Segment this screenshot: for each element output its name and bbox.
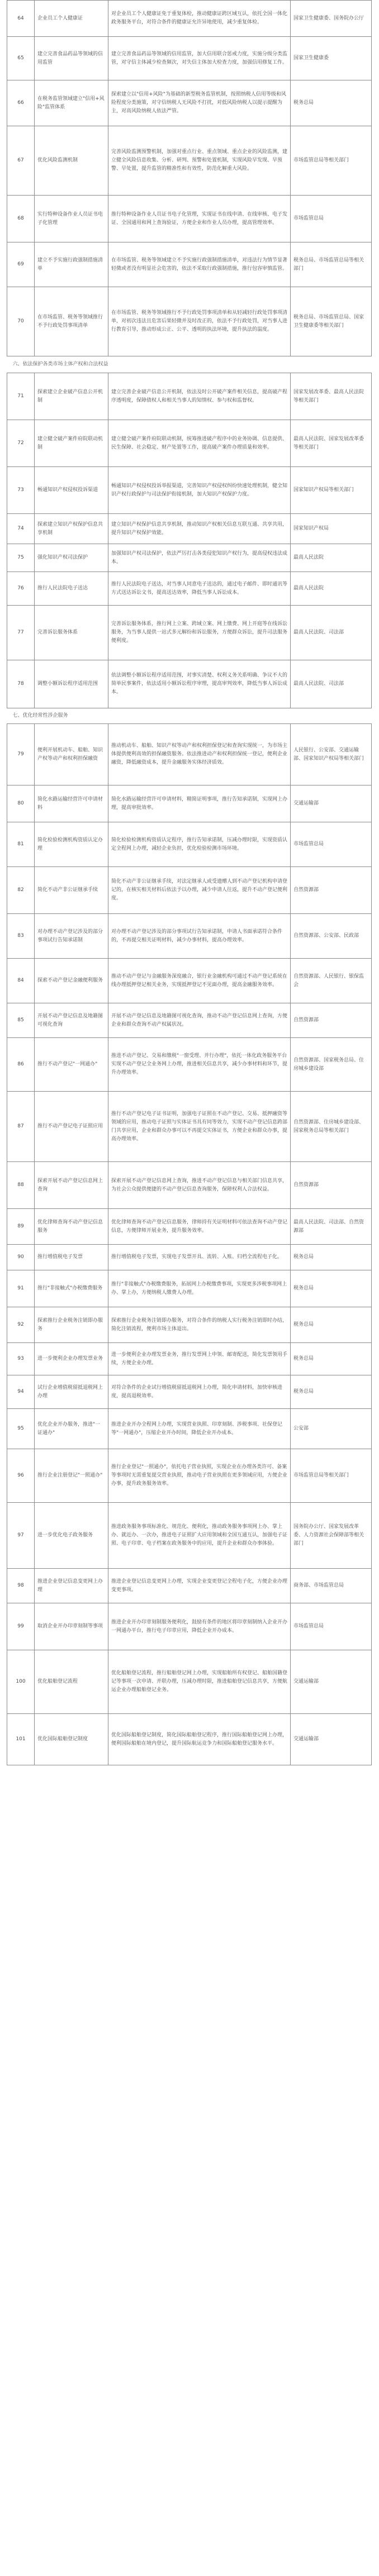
table-row — [7, 514, 372, 544]
table-row — [7, 1245, 372, 1270]
table-row — [7, 959, 372, 1003]
reform-content: 畅通知识产权侵权投诉举报渠道，完善知识产权侵权纠纷快速处理机制，健全知识产权行政保护与司法保护衔接机制，加大知识产权保护力度。 — [108, 467, 291, 514]
table-row — [7, 1449, 372, 1503]
table-row — [7, 1714, 372, 1765]
reform-content: 在市场监管、税务等领域推行不予行政处罚事项清单和从轻减轻行政处罚事项清单，对初次违法且危害后果轻微并及时改正的，依法不予行政处罚，对当事人进行教育引导，推动形成公正、公平、透明的执法环境，提升执法的温度。 — [108, 287, 291, 356]
table-row — [7, 1375, 372, 1409]
reform-content: 建立完善企业破产信息公开机制，依法及时公开破产案件相关信息，提高破产程序透明度，保障债权人和相关当事人的知情权、参与权和监督权。 — [108, 373, 291, 420]
row-number: 84 — [7, 959, 35, 1003]
table-row — [7, 1503, 372, 1569]
responsible-department: 市场监管总局等相关部门 — [291, 1449, 372, 1503]
reform-item: 取消企业开办印章刻制等事项 — [35, 1603, 108, 1650]
reform-item: 推行不动产登记电子证照应用 — [35, 1092, 108, 1162]
row-number: 64 — [7, 1, 35, 37]
table-row — [7, 1092, 372, 1162]
row-number: 66 — [7, 80, 35, 126]
responsible-department: 公安部 — [291, 1409, 372, 1449]
responsible-department: 最高人民法院 — [291, 572, 372, 606]
reform-item: 建立不予实施行政强制措施清单 — [35, 242, 108, 287]
reform-content: 推动不动产登记与金融服务深度融合，银行业金融机构可通过不动产登记系统在线办理抵押登记相关业务，实现抵押登记不见面办理，提高金融服务效率。 — [108, 959, 291, 1003]
reform-item: 实行特种设备作业人员证书电子化管理 — [35, 196, 108, 242]
reform-item: 进一步优化电子政务服务 — [35, 1503, 108, 1569]
reform-item: 推行"非接触式"办税缴费服务 — [35, 1270, 108, 1307]
table-row — [7, 544, 372, 572]
row-number: 89 — [7, 1209, 35, 1245]
table-row — [7, 606, 372, 660]
table-row — [7, 1409, 372, 1449]
reform-item: 在税务监管领域建立"信用+风险"监管体系 — [35, 80, 108, 126]
reform-item: 对办理不动产登记涉及的部分事项试行告知承诺制 — [35, 914, 108, 959]
reform-item: 试行企业增值税留抵退税网上办理 — [35, 1375, 108, 1409]
row-number: 78 — [7, 660, 35, 708]
row-number: 81 — [7, 822, 35, 867]
row-number: 70 — [7, 287, 35, 356]
responsible-department: 市场监管总局等相关部门 — [291, 126, 372, 196]
table-row — [7, 1603, 372, 1650]
responsible-department: 税务总局 — [291, 1245, 372, 1270]
reform-content: 探索建立以"信用+风险"为基础的新型税务监管机制，按照纳税人信用等级和风险程度分类施策，对守信纳税人无风险不打扰，对低风险纳税人以提示提醒为主，对高风险纳税人依法严管。 — [108, 80, 291, 126]
table-row — [7, 867, 372, 914]
reform-content: 推动机动车、船舶、知识产权等动产和权利担保登记和查询实现统一，为市场主体提供便利高效的担保融资服务。依法推进动产和权利担保统一登记，便利企业融资，降低融资成本，提升金融服务实体经济质效。 — [108, 724, 291, 785]
reform-content: 优化律师查询不动产登记信息服务，律师持有关证明材料可依法查询不动产登记信息，方便律师开展业务，提升服务效率。 — [108, 1209, 291, 1245]
row-number: 97 — [7, 1503, 35, 1569]
reform-content: 推进企业开办全程网上办理，实现营业执照、印章刻制、涉税事项、社保登记等"一网通办"，压缩企业开办时间，降低企业开办成本。 — [108, 1409, 291, 1449]
table-row — [7, 660, 372, 708]
responsible-department: 自然资源部、国家税务总局、住房城乡建设部 — [291, 1038, 372, 1092]
reform-item: 企业员工个人健康证 — [35, 1, 108, 37]
responsible-department: 国家发展改革委、最高人民法院等相关部门 — [291, 373, 372, 420]
reform-content: 推行不动产登记电子证书证明，加强电子证照在不动产登记、交易、抵押融资等领域的应用，推动电子证照与实体证书具有同等效力，实现不动产登记信息跨部门共享应用，企业和群众办事可以不再提交实体证书，方便企业和群众办事，提高办理效率。 — [108, 1092, 291, 1162]
row-number: 83 — [7, 914, 35, 959]
table-row — [7, 822, 372, 867]
row-number: 82 — [7, 867, 35, 914]
row-number: 72 — [7, 420, 35, 467]
table-row — [7, 467, 372, 514]
responsible-department: 自然资源部、公安部、民政部 — [291, 914, 372, 959]
reform-item: 探索建立企业破产信息公开机制 — [35, 373, 108, 420]
reform-item: 简化检验检测机构资质认定办理 — [35, 822, 108, 867]
responsible-department: 交通运输部 — [291, 1714, 372, 1765]
responsible-department: 自然资源部、人民银行、银保监会 — [291, 959, 372, 1003]
responsible-department: 最高人民法院、国家发展改革委等相关部门 — [291, 420, 372, 467]
section-heading-row — [7, 708, 372, 724]
row-number: 71 — [7, 373, 35, 420]
responsible-department: 最高人民法院、司法部 — [291, 660, 372, 708]
reform-content: 开展不动产登记信息及地籍图可视化查询，推动不动产登记信息网上查询，方便企业和群众查询不动产权属状况。 — [108, 1003, 291, 1038]
table-row — [7, 1569, 372, 1603]
section-heading: 七、优化经常性涉企服务 — [7, 708, 372, 724]
responsible-department: 税务总局、市场监管总局、国家卫生健康委等相关部门 — [291, 287, 372, 356]
reform-content: 推行特种设备作业人员证书电子化管理，实现证书在线申请、在线审核、电子发证、全国通用和网上查询验证，方便企业和作业人员办理，提高管理效率。 — [108, 196, 291, 242]
row-number: 65 — [7, 37, 35, 80]
reform-content: 探索推行企业税务注销即办服务，对符合条件的纳税人实行税务注销即时办结，简化注销流程，便利市场主体退出。 — [108, 1307, 291, 1343]
reform-content: 对符合条件的企业试行增值税留抵退税网上办理，简化申请材料，加快审核进度，提高退税效率。 — [108, 1375, 291, 1409]
reform-item: 建立健全破产案件府院联动机制 — [35, 420, 108, 467]
table-row — [7, 1, 372, 37]
responsible-department: 国家卫生健康委、国务院办公厅 — [291, 1, 372, 37]
reform-item: 优化国际船舶登记制度 — [35, 1714, 108, 1765]
reform-content: 推行"非接触式"办税缴费服务，拓展网上办税缴费事项，实现更多涉税事项网上办、掌上办，方便纳税人缴费人办理。 — [108, 1270, 291, 1307]
reform-item: 畅通知识产权侵权投诉渠道 — [35, 467, 108, 514]
row-number: 75 — [7, 544, 35, 572]
row-number: 76 — [7, 572, 35, 606]
row-number: 98 — [7, 1569, 35, 1603]
responsible-department: 市场监管总局 — [291, 1603, 372, 1650]
reform-item: 调整小额诉讼程序适用范围 — [35, 660, 108, 708]
reform-content: 推行企业登记"一照通办"，依托电子营业执照，实现企业在办理各类许可、备案等事项时无需重复提交营业执照，推动电子营业执照在更多领域应用，方便企业办事，提升政务服务效率。 — [108, 1449, 291, 1503]
responsible-department: 自然资源部 — [291, 1162, 372, 1209]
reform-content: 建立知识产权保护信息共享机制，推动知识产权相关信息互联互通、共享共用，提升知识产权保护效能。 — [108, 514, 291, 544]
reform-item: 探索推行企业税务注销即办服务 — [35, 1307, 108, 1343]
table-row — [7, 572, 372, 606]
reform-item: 探索开展不动产登记信息网上查询 — [35, 1162, 108, 1209]
reform-item: 简化不动产非公证继承手续 — [35, 867, 108, 914]
responsible-department: 税务总局 — [291, 80, 372, 126]
responsible-department: 自然资源部 — [291, 867, 372, 914]
responsible-department: 最高人民法院、司法部、自然资源部 — [291, 1209, 372, 1245]
table-row — [7, 1307, 372, 1343]
table-row — [7, 1162, 372, 1209]
row-number: 67 — [7, 126, 35, 196]
reform-content: 简化不动产非公证继承手续，对法定继承人或受遗赠人到不动产登记机构申请登记的，在核实相关材料后依法予以办理，减少申请人往返，提升不动产登记便利度。 — [108, 867, 291, 914]
row-number: 99 — [7, 1603, 35, 1650]
reform-item: 简化水路运输经营许可申请材料 — [35, 785, 108, 822]
table-row — [7, 1650, 372, 1714]
table-row — [7, 80, 372, 126]
reform-content: 优化船舶登记流程，推行船舶登记网上办理，实现船舶所有权登记、船舶国籍登记等事项一次申请、并联办理，压减办理时限，推进船舶登记信息共享，方便航运企业办理船舶登记业务。 — [108, 1650, 291, 1714]
measures-table — [7, 0, 372, 1765]
row-number: 90 — [7, 1245, 35, 1270]
table-row — [7, 1038, 372, 1092]
reform-item: 优化律师查询不动产登记信息服务 — [35, 1209, 108, 1245]
table-row — [7, 37, 372, 80]
responsible-department: 交通运输部 — [291, 1650, 372, 1714]
reform-content: 完善风险监测预警机制，加强对重点行业、重点领域、重点企业的风险监测，建立健全风险信息收集、分析、研判、预警和处置机制，实现风险早发现、早预警、早处置，提升监管的精准性和有效性，防范化解重大风险。 — [108, 126, 291, 196]
row-number: 100 — [7, 1650, 35, 1714]
measures-table-body — [7, 1, 372, 1765]
table-row — [7, 373, 372, 420]
row-number: 79 — [7, 724, 35, 785]
reform-content: 推进不动产登记、交易和缴税"一窗受理、并行办理"，依托一体化政务服务平台实现不动产登记全业务网上办理，推进相关信息共享，减少办事材料和环节，提升办理效率。 — [108, 1038, 291, 1092]
reform-content: 推行增值税电子发票，实现电子发票开具、流转、入账、归档全流程电子化。 — [108, 1245, 291, 1270]
reform-item: 便利开展机动车、船舶、知识产权等动产和权利担保融资 — [35, 724, 108, 785]
reform-item: 推行增值税电子发票 — [35, 1245, 108, 1270]
reform-content: 推进企业登记信息变更网上办理，实现企业变更登记全程电子化，方便企业办理变更事项。 — [108, 1569, 291, 1603]
table-row — [7, 126, 372, 196]
row-number: 101 — [7, 1714, 35, 1765]
row-number: 77 — [7, 606, 35, 660]
responsible-department: 市场监管总局 — [291, 196, 372, 242]
responsible-department: 交通运输部 — [291, 785, 372, 822]
reform-item: 推行不动产登记"一网通办" — [35, 1038, 108, 1092]
responsible-department: 国家知识产权局 — [291, 514, 372, 544]
reform-item: 优化风险监测机制 — [35, 126, 108, 196]
row-number: 74 — [7, 514, 35, 544]
reform-item: 推进企业登记信息变更网上办理 — [35, 1569, 108, 1603]
section-heading: 六、依法保护各类市场主体产权和合法权益 — [7, 356, 372, 373]
responsible-department: 税务总局 — [291, 1270, 372, 1307]
reform-content: 对企业员工个人健康证免于重复体检，推动健康证跨区域互认，依托全国一体化政务服务平台，对符合条件的健康证允许异地使用，减少重复体检。 — [108, 1, 291, 37]
reform-item: 建立完善食品药品等领域的信用监管 — [35, 37, 108, 80]
responsible-department: 国家知识产权局等相关部门 — [291, 467, 372, 514]
table-row — [7, 724, 372, 785]
responsible-department: 国家卫生健康委 — [291, 37, 372, 80]
reform-content: 建立完善食品药品等领域的信用监管，加大信用联合惩戒力度，实施分级分类监管，对守信主体减少检查频次，对失信主体加大检查力度，加强信用修复工作。 — [108, 37, 291, 80]
reform-item: 推行企业注册登记"一照通办" — [35, 1449, 108, 1503]
table-row — [7, 196, 372, 242]
reform-item: 探索建立知识产权保护信息共享机制 — [35, 514, 108, 544]
reform-content: 简化检验检测机构资质认定程序，推行告知承诺制，压减办理时限，实现资质认定全程网上办理，减轻企业负担，优化检验检测市场环境。 — [108, 822, 291, 867]
reform-content: 推进企业开办印章刻制服务便利化，鼓励有条件的地区将印章刻制纳入企业开办一网通办平台，推行电子印章应用，降低企业开办成本。 — [108, 1603, 291, 1650]
row-number: 87 — [7, 1092, 35, 1162]
reform-content: 推进政务服务事项标准化、规范化、便利化，推动政务服务事项网上办、掌上办、就近办、一次办，推进电子证照扩大应用领域和全国互通互认，加强电子证照、电子印章、电子档案在政务服务中的应用，提升企业和群众办事体验。 — [108, 1503, 291, 1569]
reform-item: 推行人民法院电子送达 — [35, 572, 108, 606]
reform-content: 建立健全破产案件府院联动机制，统筹推进破产程序中的业务协调、信息提供、民生保障、社会稳定、财产处置等工作，提高破产案件办理质量和效率。 — [108, 420, 291, 467]
responsible-department: 市场监管总局 — [291, 822, 372, 867]
reform-content: 完善诉讼服务体系，推行网上立案、跨域立案、网上缴费、网上开庭等在线诉讼服务，为当事人提供一站式多元解纷和诉讼服务，方便群众诉讼，提升司法服务便利度。 — [108, 606, 291, 660]
row-number: 86 — [7, 1038, 35, 1092]
table-row — [7, 785, 372, 822]
row-number: 68 — [7, 196, 35, 242]
table-row — [7, 242, 372, 287]
responsible-department: 自然资源部、住房城乡建设部、国家税务总局等相关部门 — [291, 1092, 372, 1162]
responsible-department: 税务总局 — [291, 1307, 372, 1343]
row-number: 96 — [7, 1449, 35, 1503]
reform-content: 依法调整小额诉讼程序适用范围，对事实清楚、权利义务关系明确、争议不大的简单民事案件，依法适用小额诉讼程序审理，提高审判效率，降低当事人诉讼成本。 — [108, 660, 291, 708]
responsible-department: 最高人民法院 — [291, 544, 372, 572]
table-row — [7, 1003, 372, 1038]
row-number: 94 — [7, 1375, 35, 1409]
reform-content: 对办理不动产登记涉及的部分事项试行告知承诺制，申请人书面承诺符合条件的，不再提交相关证明材料，减少办事材料，提高办理效率。 — [108, 914, 291, 959]
responsible-department: 国务院办公厅、国家发展改革委、人力资源社会保障部等相关部门 — [291, 1503, 372, 1569]
reform-content: 推行人民法院电子送达，对当事人同意电子送达的，通过电子邮件、即时通讯等方式送达诉讼文书，提高送达效率，降低当事人诉讼成本。 — [108, 572, 291, 606]
responsible-department: 自然资源部 — [291, 1003, 372, 1038]
responsible-department: 税务总局 — [291, 1343, 372, 1375]
reform-item: 探索不动产登记金融便利服务 — [35, 959, 108, 1003]
table-row — [7, 914, 372, 959]
table-row — [7, 1209, 372, 1245]
responsible-department: 商务部、市场监管总局 — [291, 1569, 372, 1603]
table-row — [7, 1270, 372, 1307]
responsible-department: 税务总局、市场监管总局等相关部门 — [291, 242, 372, 287]
reform-item: 开展不动产登记信息及地籍图可视化查询 — [35, 1003, 108, 1038]
reform-content: 进一步便利企业办理发票业务，推行发票网上申领、邮寄配送，简化发票领用手续，方便企业办理。 — [108, 1343, 291, 1375]
row-number: 85 — [7, 1003, 35, 1038]
responsible-department: 最高人民法院、司法部 — [291, 606, 372, 660]
reform-content: 简化水路运输经营许可申请材料，精简证明事项，推行告知承诺制，实现网上办理，提高审批效率。 — [108, 785, 291, 822]
row-number: 80 — [7, 785, 35, 822]
table-row — [7, 420, 372, 467]
reform-item: 进一步便利企业办理发票业务 — [35, 1343, 108, 1375]
row-number: 73 — [7, 467, 35, 514]
reform-item: 强化知识产权司法保护 — [35, 544, 108, 572]
row-number: 93 — [7, 1343, 35, 1375]
reform-content: 加强知识产权司法保护，依法严厉打击各类侵犯知识产权行为，提高侵权违法成本。 — [108, 544, 291, 572]
responsible-department: 税务总局 — [291, 1375, 372, 1409]
row-number: 88 — [7, 1162, 35, 1209]
reform-item: 在市场监管、税务等领域推行不予行政处罚事项清单 — [35, 287, 108, 356]
reform-item: 优化船舶登记流程 — [35, 1650, 108, 1714]
responsible-department: 人民银行、公安部、交通运输部、国家知识产权局等相关部门 — [291, 724, 372, 785]
table-row — [7, 1343, 372, 1375]
row-number: 95 — [7, 1409, 35, 1449]
reform-content: 优化国际船舶登记制度，简化国际船舶登记程序，推行国际船舶登记网上办理，便利国际船舶在境内登记，提升国际航运竞争力和国际船舶登记服务水平。 — [108, 1714, 291, 1765]
section-heading-row — [7, 356, 372, 373]
reform-content: 探索开展不动产登记信息网上查询，推进不动产登记信息与相关部门信息共享，为社会公众提供便捷的不动产登记信息查询服务，保障权利人合法权益。 — [108, 1162, 291, 1209]
reform-content: 在市场监管、税务等领域建立不予实施行政强制措施清单，对违法行为情节显著轻微或者没有明显社会危害的，依法不采取行政强制措施，推行包容审慎监管。 — [108, 242, 291, 287]
reform-item: 优化企业开办服务，推进"一证通办" — [35, 1409, 108, 1449]
row-number: 92 — [7, 1307, 35, 1343]
reform-item: 完善诉讼服务体系 — [35, 606, 108, 660]
row-number: 91 — [7, 1270, 35, 1307]
table-row — [7, 287, 372, 356]
row-number: 69 — [7, 242, 35, 287]
